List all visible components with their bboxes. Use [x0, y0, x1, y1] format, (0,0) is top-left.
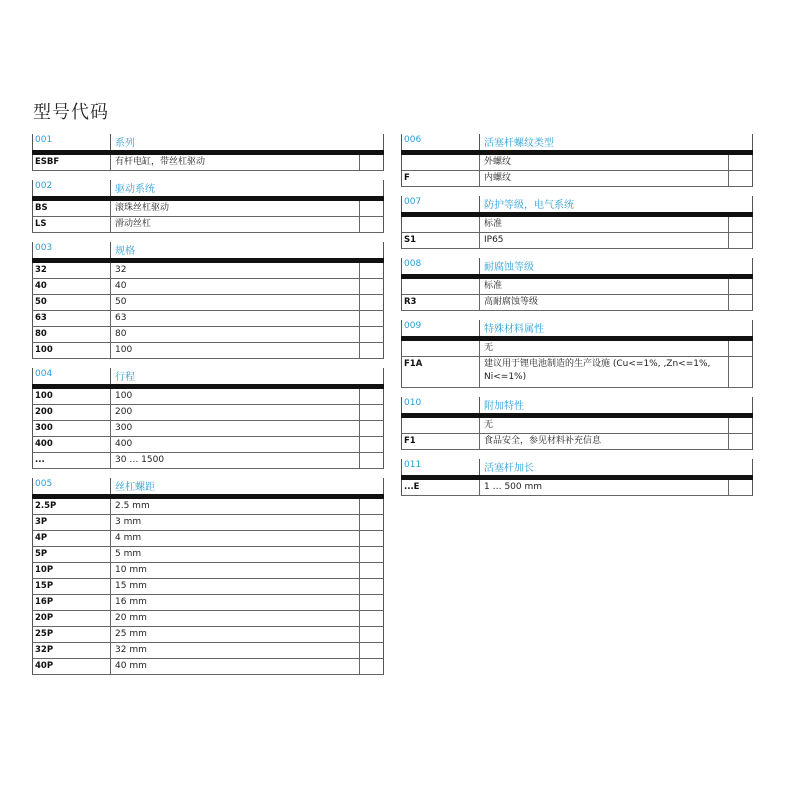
column-divider [110, 242, 111, 258]
selection-box[interactable] [359, 311, 383, 326]
option-row [401, 418, 753, 434]
option-row [32, 405, 384, 421]
selection-box[interactable] [359, 643, 383, 658]
option-code: 50 [35, 297, 47, 307]
column-divider [110, 405, 111, 420]
option-description: 300 [115, 423, 133, 433]
option-code: 20P [35, 613, 54, 623]
section-header [401, 134, 753, 150]
selection-box[interactable] [359, 437, 383, 452]
selection-box[interactable] [359, 547, 383, 562]
section-number: 007 [404, 197, 422, 207]
selection-box[interactable] [359, 343, 383, 358]
section-title: 活塞杆螺纹类型 [484, 138, 554, 149]
selection-box[interactable] [359, 499, 383, 514]
section-header [401, 258, 753, 274]
selection-box[interactable] [728, 418, 752, 433]
column-divider [479, 134, 480, 150]
selection-box[interactable] [359, 421, 383, 436]
option-description: 40 mm [115, 661, 147, 671]
section-number: 001 [35, 135, 53, 145]
option-code: 80 [35, 329, 47, 339]
section-title: 防护等级，电气系统 [484, 200, 574, 211]
column-divider [479, 434, 480, 449]
section-number: 008 [404, 259, 422, 269]
selection-box[interactable] [728, 341, 752, 356]
section-number: 006 [404, 135, 422, 145]
column-divider [110, 515, 111, 530]
column-divider [110, 279, 111, 294]
option-code: S1 [404, 235, 417, 245]
option-row [401, 217, 753, 233]
option-description: 有杆电缸，带丝杠驱动 [115, 157, 206, 167]
column-divider [110, 421, 111, 436]
column-divider [110, 478, 111, 494]
option-description: 建议用于锂电池制造的生产设施 (Cu<=1%, ,Zn<=1%, Ni<=1%) [484, 359, 711, 382]
selection-box[interactable] [728, 480, 752, 495]
option-description: 1 … 500 mm [484, 482, 543, 492]
column-divider [479, 418, 480, 433]
selection-box[interactable] [359, 201, 383, 216]
selection-box[interactable] [359, 531, 383, 546]
column-divider [110, 201, 111, 216]
option-description: 滚珠丝杠驱动 [115, 203, 170, 213]
column-divider [479, 258, 480, 274]
column-divider [110, 595, 111, 610]
section-header [32, 368, 384, 384]
column-divider [479, 295, 480, 310]
option-description: 32 mm [115, 645, 147, 655]
section-title: 规格 [115, 246, 135, 257]
column-divider [110, 180, 111, 196]
option-description: 32 [115, 265, 127, 275]
option-description: 63 [115, 313, 127, 323]
selection-box[interactable] [359, 659, 383, 674]
option-row [401, 341, 753, 357]
left-column [32, 134, 384, 684]
selection-box[interactable] [359, 155, 383, 170]
option-description: 内螺纹 [484, 173, 512, 183]
option-code: 40 [35, 281, 47, 291]
selection-box[interactable] [359, 453, 383, 468]
option-code: 5P [35, 549, 48, 559]
option-description: 滑动丝杠 [115, 219, 152, 229]
column-divider [110, 579, 111, 594]
option-code: 3P [35, 517, 48, 527]
option-row [32, 311, 384, 327]
option-row [32, 327, 384, 343]
option-description: 100 [115, 391, 133, 401]
section-header [32, 242, 384, 258]
option-code: 40P [35, 661, 54, 671]
selection-box[interactable] [359, 627, 383, 642]
option-code: 16P [35, 597, 54, 607]
selection-box[interactable] [728, 434, 752, 449]
column-divider [479, 155, 480, 170]
page-title: 型号代码 [33, 102, 109, 123]
option-row [32, 155, 384, 171]
option-row [32, 217, 384, 233]
column-divider [110, 311, 111, 326]
option-description: 16 mm [115, 597, 147, 607]
option-code: F1 [404, 436, 416, 446]
option-description: 无 [484, 420, 494, 430]
section-header [32, 180, 384, 196]
column-divider [110, 659, 111, 674]
option-description: 外螺纹 [484, 157, 512, 167]
option-row [32, 421, 384, 437]
column-divider [479, 397, 480, 413]
column-divider [110, 155, 111, 170]
column-divider [479, 233, 480, 248]
column-divider [479, 341, 480, 356]
option-code: 200 [35, 407, 53, 417]
option-description: 25 mm [115, 629, 147, 639]
column-divider [479, 357, 480, 387]
option-row [401, 295, 753, 311]
option-code: LS [35, 219, 47, 229]
section-002 [32, 180, 384, 233]
section-number: 004 [35, 369, 53, 379]
section-number: 002 [35, 181, 53, 191]
section-title: 耐腐蚀等级 [484, 262, 534, 273]
option-row [32, 563, 384, 579]
section-006 [401, 134, 753, 187]
option-code: F1A [404, 359, 423, 369]
option-code: 32 [35, 265, 47, 275]
section-number: 011 [404, 460, 422, 470]
option-description: 15 mm [115, 581, 147, 591]
column-divider [479, 279, 480, 294]
column-divider [110, 611, 111, 626]
section-005 [32, 478, 384, 675]
option-code: 2.5P [35, 501, 57, 511]
option-code: 100 [35, 391, 53, 401]
selection-box[interactable] [728, 295, 752, 310]
option-row [32, 579, 384, 595]
option-description: 标准 [484, 281, 503, 291]
option-row [401, 279, 753, 295]
option-code: 400 [35, 439, 53, 449]
column-divider [479, 320, 480, 336]
selection-box[interactable] [359, 611, 383, 626]
section-header [401, 397, 753, 413]
option-description: 5 mm [115, 549, 142, 559]
selection-box[interactable] [359, 595, 383, 610]
option-row [32, 627, 384, 643]
selection-box[interactable] [359, 579, 383, 594]
column-divider [110, 295, 111, 310]
option-row [401, 233, 753, 249]
section-header [401, 320, 753, 336]
option-code: 25P [35, 629, 54, 639]
section-title: 系列 [115, 138, 135, 149]
column-divider [110, 368, 111, 384]
section-title: 驱动系统 [115, 184, 155, 195]
column-divider [110, 643, 111, 658]
option-row [32, 659, 384, 675]
option-row [32, 343, 384, 359]
column-divider [479, 196, 480, 212]
section-number: 009 [404, 321, 422, 331]
column-divider [110, 389, 111, 404]
column-divider [479, 171, 480, 186]
option-row [32, 389, 384, 405]
section-007 [401, 196, 753, 249]
selection-box[interactable] [728, 155, 752, 170]
right-column [401, 134, 753, 505]
selection-box[interactable] [359, 515, 383, 530]
column-divider [110, 343, 111, 358]
option-code: ESBF [35, 157, 60, 167]
selection-box[interactable] [359, 263, 383, 278]
option-row [401, 171, 753, 187]
option-description: 高耐腐蚀等级 [484, 297, 539, 307]
column-divider [110, 217, 111, 232]
option-row [32, 611, 384, 627]
section-004 [32, 368, 384, 469]
option-code: 300 [35, 423, 53, 433]
section-008 [401, 258, 753, 311]
section-011 [401, 459, 753, 496]
selection-box[interactable] [728, 233, 752, 248]
option-row [32, 499, 384, 515]
section-header [32, 134, 384, 150]
option-description: 无 [484, 343, 494, 353]
column-divider [110, 263, 111, 278]
column-divider [110, 627, 111, 642]
column-divider [110, 327, 111, 342]
option-description: 30 … 1500 [115, 455, 165, 465]
selection-box[interactable] [359, 279, 383, 294]
option-row [32, 453, 384, 469]
option-row [32, 263, 384, 279]
option-row [401, 155, 753, 171]
section-010 [401, 397, 753, 450]
column-divider [110, 563, 111, 578]
option-description: 80 [115, 329, 127, 339]
section-title: 附加特性 [484, 401, 524, 412]
section-title: 活塞杆加长 [484, 463, 534, 474]
selection-box[interactable] [359, 563, 383, 578]
option-row [401, 357, 753, 388]
option-row [401, 434, 753, 450]
selection-box[interactable] [359, 295, 383, 310]
option-code: BS [35, 203, 48, 213]
section-number: 010 [404, 398, 422, 408]
option-description: 20 mm [115, 613, 147, 623]
section-number: 005 [35, 479, 53, 489]
option-description: 食品安全，参见材料补充信息 [484, 436, 602, 446]
option-description: IP65 [484, 235, 504, 245]
option-description: 2.5 mm [115, 501, 150, 511]
option-code: 10P [35, 565, 54, 575]
option-description: 40 [115, 281, 127, 291]
column-divider [110, 453, 111, 468]
column-divider [110, 547, 111, 562]
option-row [32, 547, 384, 563]
column-divider [110, 499, 111, 514]
option-code: 63 [35, 313, 47, 323]
column-divider [110, 437, 111, 452]
option-description: 10 mm [115, 565, 147, 575]
section-003 [32, 242, 384, 359]
option-description: 200 [115, 407, 133, 417]
selection-box[interactable] [359, 327, 383, 342]
option-code: 32P [35, 645, 54, 655]
selection-box[interactable] [728, 217, 752, 232]
column-divider [110, 134, 111, 150]
section-header [401, 196, 753, 212]
option-row [32, 437, 384, 453]
option-code: F [404, 173, 410, 183]
selection-box[interactable] [359, 405, 383, 420]
section-001 [32, 134, 384, 171]
option-code: ... [35, 455, 45, 465]
option-row [32, 531, 384, 547]
section-title: 特殊材料属性 [484, 324, 544, 335]
option-row [32, 201, 384, 217]
section-title: 行程 [115, 372, 135, 383]
option-code: 4P [35, 533, 48, 543]
option-row [32, 515, 384, 531]
option-code: 100 [35, 345, 53, 355]
column-divider [479, 480, 480, 495]
option-code: 15P [35, 581, 54, 591]
option-code: R3 [404, 297, 417, 307]
column-divider [110, 531, 111, 546]
option-description: 50 [115, 297, 127, 307]
section-header [32, 478, 384, 494]
option-row [32, 295, 384, 311]
selection-box[interactable] [728, 171, 752, 186]
option-code: ...E [404, 482, 420, 492]
option-row [32, 643, 384, 659]
option-description: 标准 [484, 219, 503, 229]
section-number: 003 [35, 243, 53, 253]
option-description: 3 mm [115, 517, 142, 527]
section-header [401, 459, 753, 475]
option-description: 100 [115, 345, 133, 355]
selection-box[interactable] [728, 279, 752, 294]
column-divider [479, 217, 480, 232]
selection-box[interactable] [359, 217, 383, 232]
selection-box[interactable] [359, 389, 383, 404]
option-description: 4 mm [115, 533, 142, 543]
option-description: 400 [115, 439, 133, 449]
section-009 [401, 320, 753, 388]
selection-box[interactable] [728, 357, 752, 387]
option-row [32, 595, 384, 611]
section-title: 丝杠螺距 [115, 482, 155, 493]
option-row [401, 480, 753, 496]
option-row [32, 279, 384, 295]
column-divider [479, 459, 480, 475]
